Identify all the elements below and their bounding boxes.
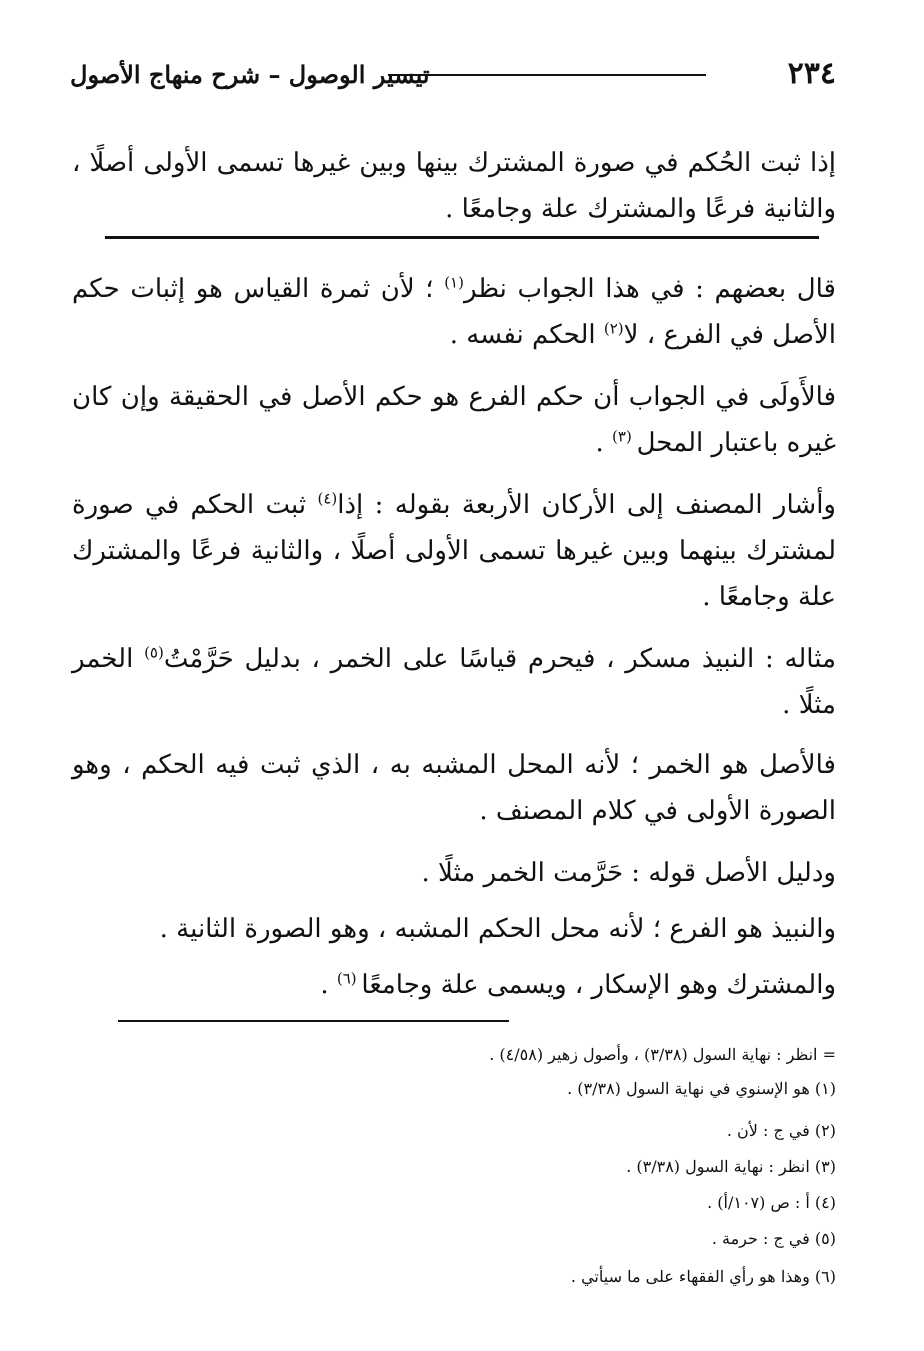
paragraph-example [72, 636, 836, 728]
footnote-1: (١) هو الإسنوي في نهاية السول (٣/٣٨) . [567, 1079, 836, 1098]
text-run: . [595, 428, 613, 458]
footnote-5: (٥) في ج : حرمة . [711, 1229, 836, 1248]
paragraph-four-pillars [72, 482, 836, 620]
footnote-ref-4: (٤) [317, 489, 338, 508]
text-run: والمشترك وهو الإسكار ، ويسمى علة وجامعًا [361, 970, 836, 1000]
text-run: ؛ لأن ثمرة القياس هو إثبات حكم الأصل في الفرع ، لا [72, 274, 836, 350]
footnote-continuation: = انظر : نهاية السول (٣/٣٨) ، وأصول زهير (٤/٥٨) . [489, 1045, 836, 1064]
footnote-separator-rule [118, 1020, 509, 1022]
text-run: الخمر مثلًا . [72, 644, 836, 720]
header-rule [388, 74, 706, 76]
page-number: ٢٣٤ [787, 56, 836, 91]
paragraph-branch: والنبيذ هو الفرع ؛ لأنه محل الحكم المشبه ، وهو الصورة الثانية . [159, 914, 836, 944]
footnote-ref-1: (١) [444, 273, 464, 292]
footnote-4: (٤) أ : ص (١٠٧/أ) . [707, 1193, 836, 1212]
quote-separator-rule [105, 236, 819, 239]
footnote-ref-3: (٣) [612, 427, 637, 446]
footnote-2: (٢) في ج : لأن . [726, 1121, 836, 1140]
text-run: فالأَولَى في الجواب أن حكم الفرع هو حكم الأصل في الحقيقة وإن كان غيره باعتبار المحل [72, 382, 836, 458]
text-run: مثاله : النبيذ مسكر ، فيحرم قياسًا على الخمر ، بدليل حَرَّمْتُ [163, 644, 836, 674]
footnote-ref-5: (٥) [144, 643, 164, 662]
text-run: ثبت الحكم في صورة لمشترك بينهما وبين غيرها تسمى الأولى أصلًا ، والثانية فرعًا والمشترك علة وجامعًا . [72, 490, 836, 612]
text-run: وأشار المصنف إلى الأركان الأربعة بقوله : إذا [337, 490, 836, 520]
footnote-ref-2: (٢) [603, 319, 624, 338]
text-run: . [320, 970, 337, 1000]
page-header [70, 52, 836, 98]
paragraph-origin-evidence: ودليل الأصل قوله : حَرَّمت الخمر مثلًا . [421, 858, 836, 888]
paragraph-origin: فالأصل هو الخمر ؛ لأنه المحل المشبه به ، الذي ثبت فيه الحكم ، وهو الصورة الأولى في كلام المصنف . [72, 750, 836, 826]
text-run: قال بعضهم : في هذا الجواب نظر [463, 274, 836, 304]
footnote-6: (٦) وهذا هو رأي الفقهاء على ما سيأتي . [570, 1267, 836, 1286]
quoted-text-paragraph: إذا ثبت الحُكم في صورة المشترك بينها وبين غيرها تسمى الأولى أصلًا ، والثانية فرعًا والمشترك علة وجامعًا . [72, 148, 836, 224]
paragraph-common-cause [72, 962, 836, 1008]
footnote-ref-6: (٦) [336, 969, 362, 988]
paragraph-preferred-answer [72, 374, 836, 466]
paragraph-objection [72, 266, 836, 358]
footnote-3: (٣) انظر : نهاية السول (٣/٣٨) . [626, 1157, 836, 1176]
running-title: تيسير الوصول – شرح منهاج الأصول [70, 60, 430, 89]
text-run: الحكم نفسه . [449, 320, 604, 350]
